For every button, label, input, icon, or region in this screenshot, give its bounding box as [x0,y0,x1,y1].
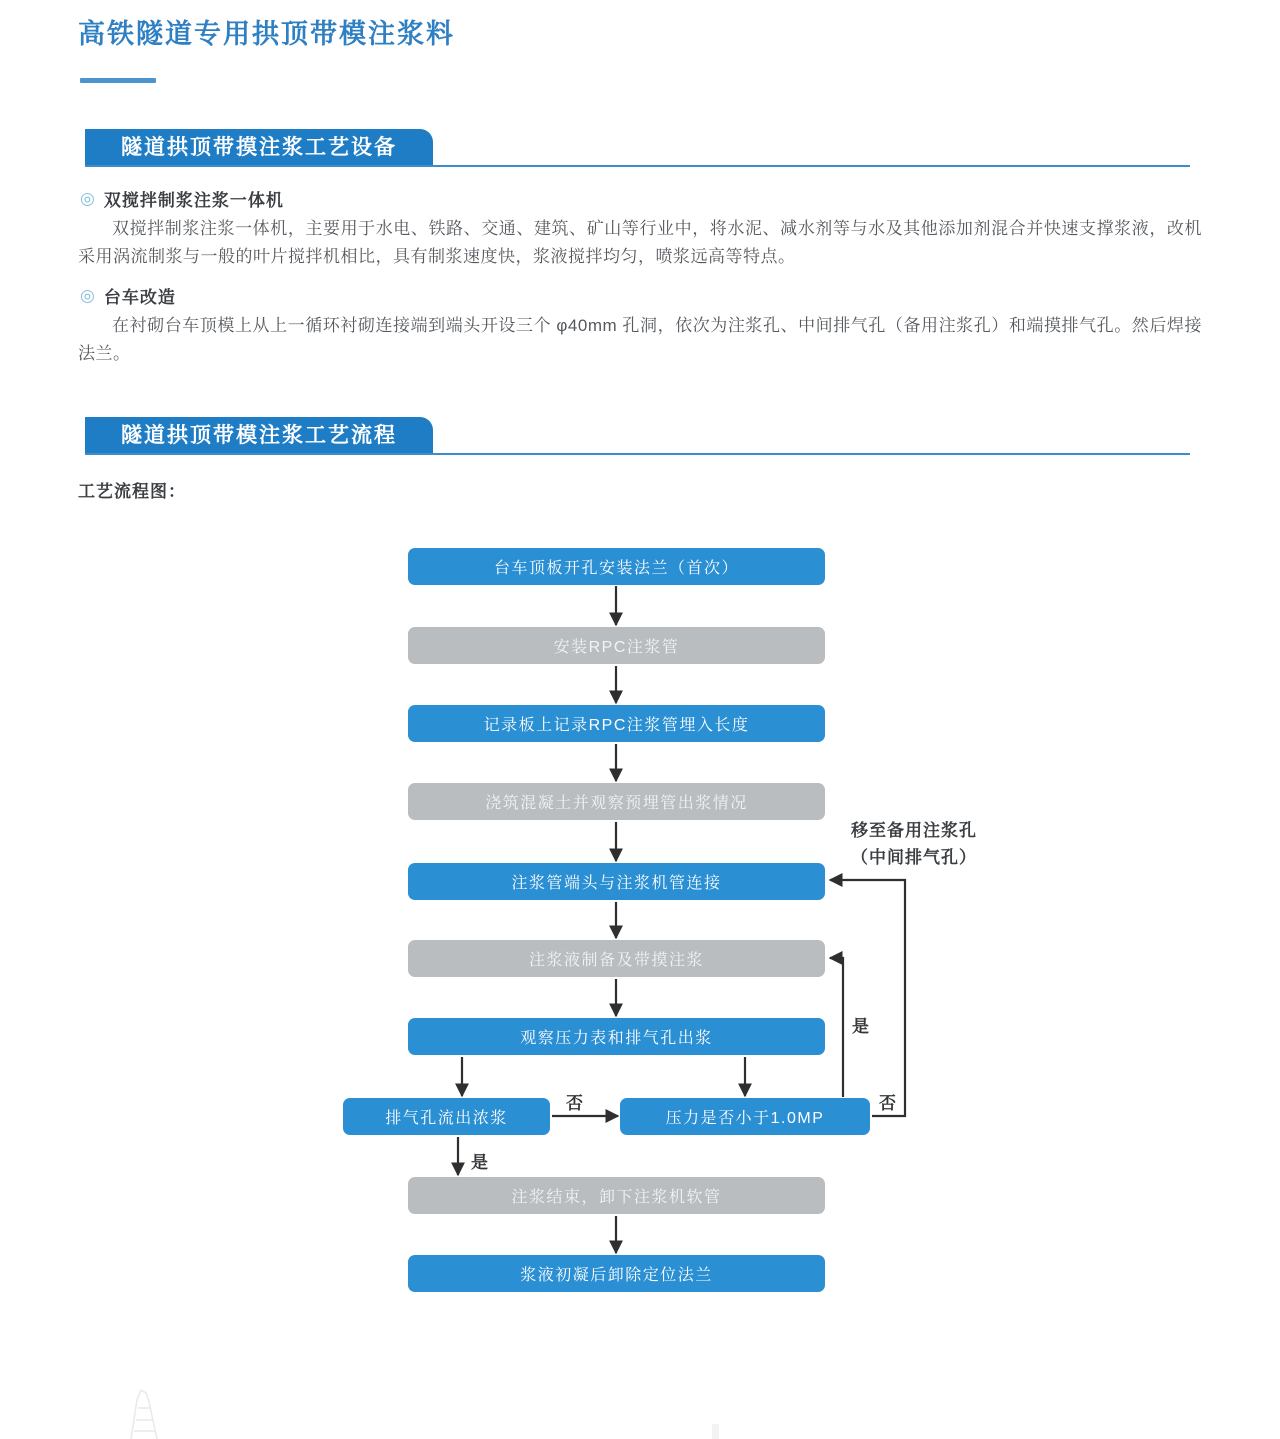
flow-node-pressure-check: 压力是否小于1.0MP [620,1098,870,1135]
flow-node-install-rpc-pipe: 安装RPC注浆管 [408,627,825,664]
figure-label: 工艺流程图： [78,482,186,501]
section-banner-equipment-label: 隧道拱顶带摸注浆工艺设备 [121,136,397,159]
section-banner-equipment [85,129,433,167]
edge-label-no: 否 [566,1094,584,1113]
page-title: 高铁隧道专用拱顶带模注浆料 [78,19,455,49]
equipment-item-1-subtitle: 双搅拌制浆注浆一体机 [103,191,284,210]
flow-node-grouting-finished: 注浆结束，卸下注浆机软管 [408,1177,825,1214]
flow-node-observe-pressure: 观察压力表和排气孔出浆 [408,1018,825,1055]
flow-node-pour-concrete: 浇筑混凝土并观察预埋管出浆情况 [408,783,825,820]
flow-node-record-length: 记录板上记录RPC注浆管埋入长度 [408,705,825,742]
equipment-item-1 [80,186,284,211]
section-banner-equipment-line [85,165,1190,167]
flow-annotation-line2: （中间排气孔） [851,848,977,867]
equipment-item-2-subtitle: 台车改造 [103,288,176,307]
flow-node-prepare-grout: 注浆液制备及带摸注浆 [408,940,825,977]
edge-label-yes-feedback: 是 [852,1017,870,1036]
edge-label-yes: 是 [471,1153,489,1172]
watermark-smudge [712,1424,719,1439]
section-banner-process-line [85,453,1190,455]
ring-bullet-icon: ◎ [80,286,95,305]
watermark-building-sketch [131,1390,157,1439]
ring-bullet-icon: ◎ [80,189,95,208]
edge-label-no-feedback: 否 [879,1094,897,1113]
flow-annotation-backup-hole [840,817,988,871]
section-banner-process [85,417,433,455]
equipment-item-2 [80,283,176,308]
flow-node-vent-thick-grout: 排气孔流出浓浆 [343,1098,550,1135]
flow-node-connect-grout-machine: 注浆管端头与注浆机管连接 [408,863,825,900]
equipment-item-1-body: 双搅拌制浆注浆一体机，主要用于水电、铁路、交通、建筑、矿山等行业中，将水泥、减水剂等与水及其他添加剂混合并快速支撑浆液，改机采用涡流制浆与一般的叶片搅拌机相比，具有制浆速度快，浆液搅拌均匀，喷浆远高等特点。 [78,219,1202,266]
flow-node-install-flange: 台车顶板开孔安装法兰（首次） [408,548,825,585]
flow-node-remove-flange: 浆液初凝后卸除定位法兰 [408,1255,825,1292]
flow-annotation-line1: 移至备用注浆孔 [851,821,977,840]
section-banner-process-label: 隧道拱顶带模注浆工艺流程 [121,424,397,447]
equipment-item-2-body: 在衬砌台车顶模上从上一循环衬砌连接端到端头开设三个 φ40mm 孔洞，依次为注浆孔、中间排气孔（备用注浆孔）和端摸排气孔。然后焊接法兰。 [78,316,1202,363]
title-underline-decoration [80,78,156,83]
